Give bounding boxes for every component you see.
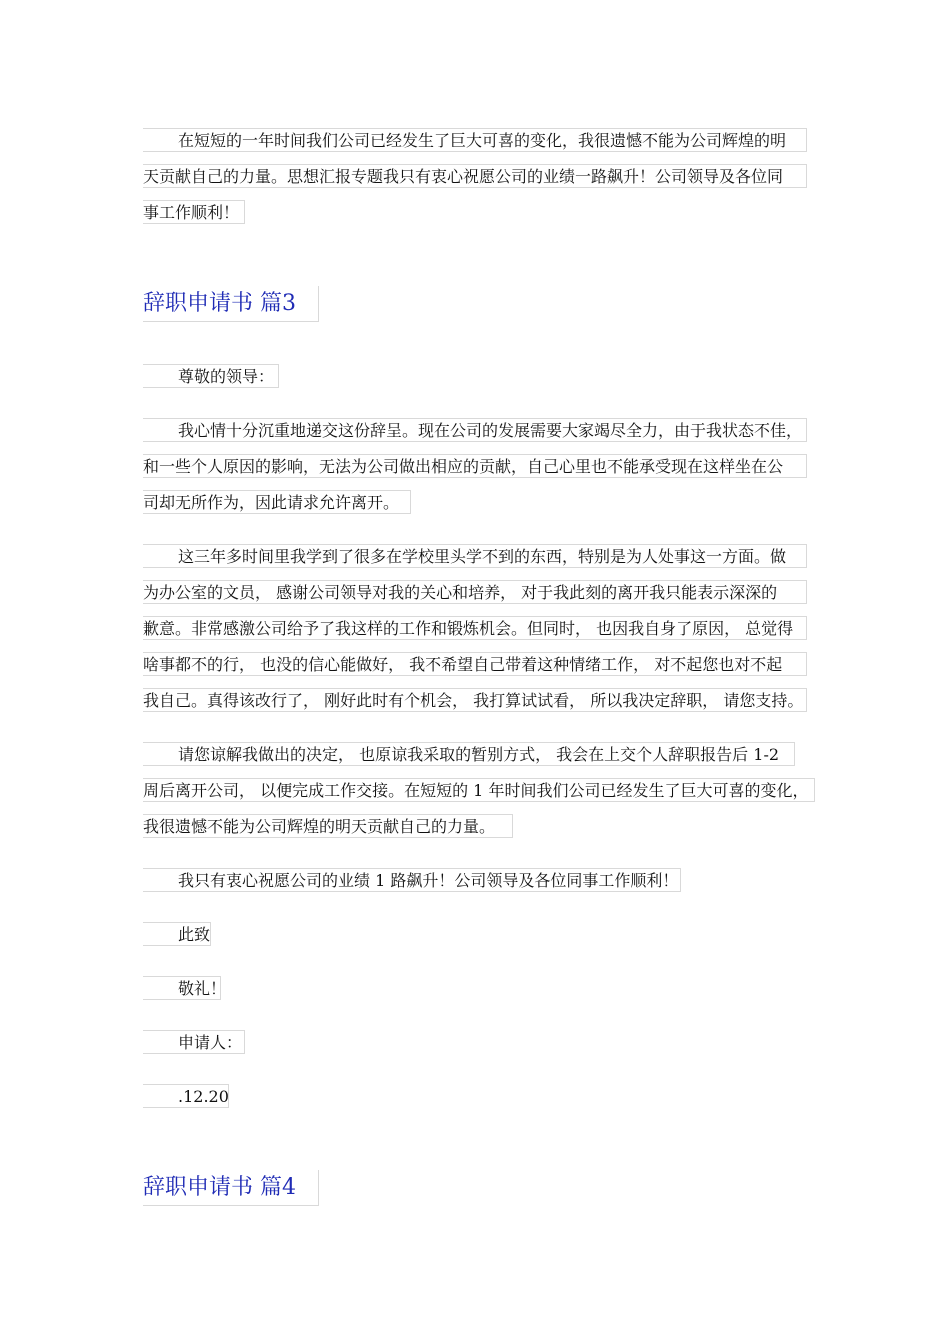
- paragraph-line: 我心情十分沉重地递交这份辞呈。现在公司的发展需要大家竭尽全力，由于我状态不佳，: [143, 418, 807, 442]
- paragraph-line: 为办公室的文员， 感谢公司领导对我的关心和培养， 对于我此刻的离开我只能表示深深的: [143, 580, 807, 604]
- paragraph-line: 司却无所作为，因此请求允许离开。: [143, 490, 411, 514]
- paragraph-line: 我自己。真得该改行了， 刚好此时有个机会， 我打算试试看， 所以我决定辞职， 请您支持。: [143, 688, 807, 712]
- paragraph-line: 我很遗憾不能为公司辉煌的明天贡献自己的力量。: [143, 814, 513, 838]
- paragraph-line: 天贡献自己的力量。思想汇报专题我只有衷心祝愿公司的业绩一路飙升！公司领导及各位同: [143, 164, 807, 188]
- paragraph-line: 和一些个人原因的影响，无法为公司做出相应的贡献，自己心里也不能承受现在这样坐在公: [143, 454, 807, 478]
- paragraph-line: 我只有衷心祝愿公司的业绩 1 路飙升！公司领导及各位同事工作顺利！: [143, 868, 681, 892]
- paragraph-line: 啥事都不的行， 也没的信心能做好， 我不希望自己带着这种情绪工作， 对不起您也对不起: [143, 652, 807, 676]
- section-heading: 辞职申请书 篇4: [143, 1170, 319, 1206]
- paragraph-line: 请您谅解我做出的决定， 也原谅我采取的暂别方式， 我会在上交个人辞职报告后 1-2: [143, 742, 795, 766]
- applicant-label: 申请人：: [143, 1030, 245, 1054]
- section-heading: 辞职申请书 篇3: [143, 286, 319, 322]
- paragraph-line: 周后离开公司， 以便完成工作交接。在短短的 1 年时间我们公司已经发生了巨大可喜的变化，: [143, 778, 815, 802]
- closing-line: 敬礼！: [143, 976, 221, 1000]
- paragraph-line: 歉意。非常感激公司给予了我这样的工作和锻炼机会。但同时， 也因我自身了原因， 总觉得: [143, 616, 807, 640]
- salutation: 尊敬的领导：: [143, 364, 279, 388]
- closing-line: 此致: [143, 922, 211, 946]
- date-text: .12.20: [143, 1084, 229, 1108]
- paragraph-line: 在短短的一年时间我们公司已经发生了巨大可喜的变化，我很遗憾不能为公司辉煌的明: [143, 128, 807, 152]
- paragraph-line: 这三年多时间里我学到了很多在学校里头学不到的东西，特别是为人处事这一方面。做: [143, 544, 807, 568]
- paragraph-line: 事工作顺利！: [143, 200, 245, 224]
